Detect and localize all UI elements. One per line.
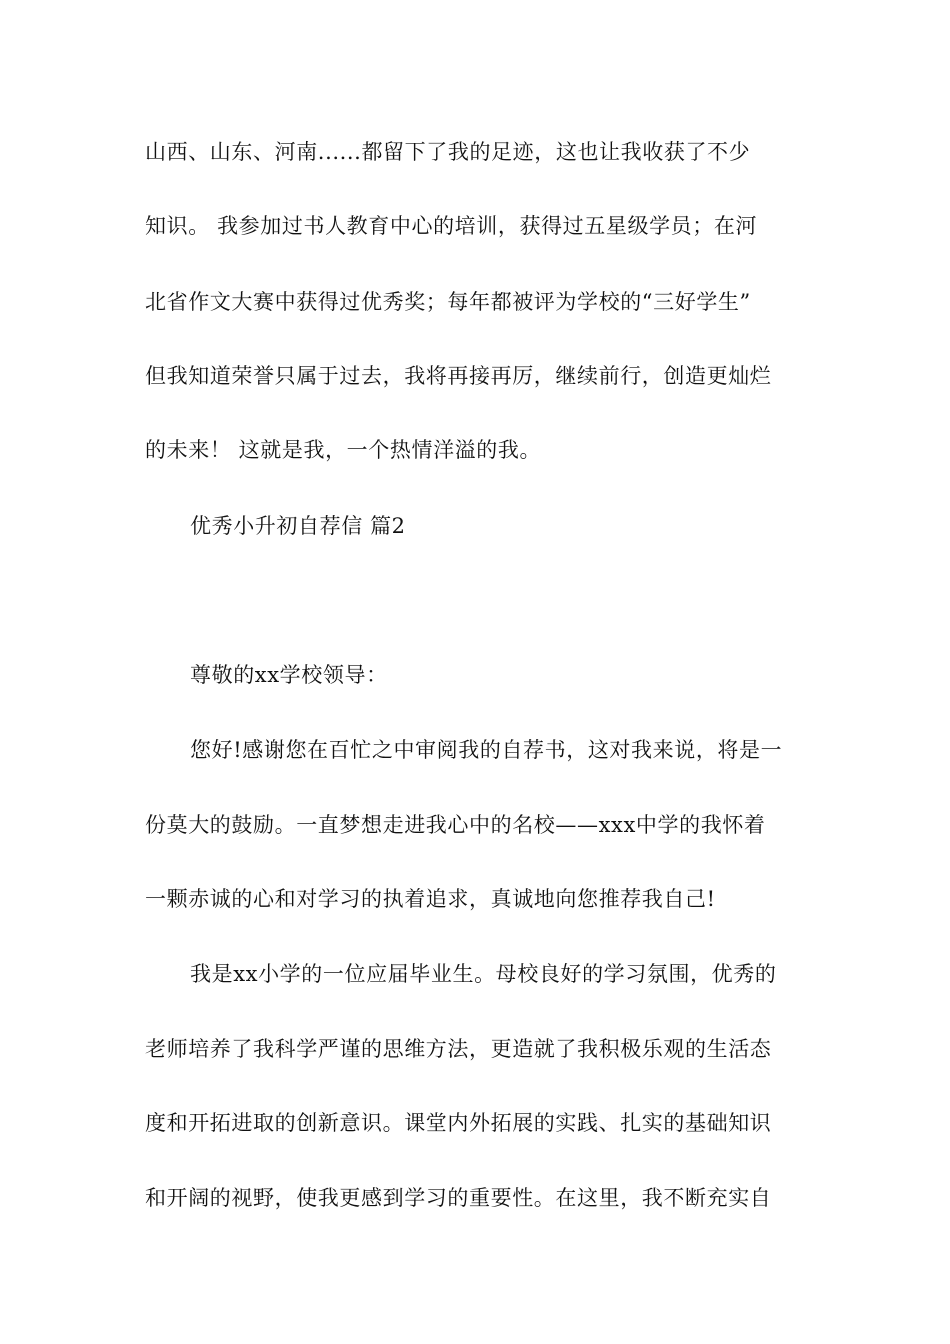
text-line-4: 但我知道荣誉只属于过去，我将再接再厉，继续前行，创造更灿烂	[145, 364, 772, 388]
text-line-8: 您好!感谢您在百忙之中审阅我的自荐书，这对我来说，将是一	[190, 738, 783, 762]
text-line-11: 我是xx小学的一位应届毕业生。母校良好的学习氛围，优秀的	[190, 962, 777, 986]
text-line-12: 老师培养了我科学严谨的思维方法，更造就了我积极乐观的生活态	[145, 1037, 772, 1061]
text-line-13: 度和开拓进取的创新意识。课堂内外拓展的实践、扎实的基础知识	[145, 1111, 772, 1135]
text-line-10: 一颗赤诚的心和对学习的执着追求，真诚地向您推荐我自己!	[145, 887, 716, 911]
text-line-2: 知识。 我参加过书人教育中心的培训，获得过五星级学员；在河	[145, 214, 758, 238]
text-line-3: 北省作文大赛中获得过优秀奖；每年都被评为学校的“三好学生”	[145, 290, 751, 314]
section-heading: 优秀小升初自荐信 篇2	[190, 514, 406, 538]
salutation: 尊敬的xx学校领导：	[190, 663, 388, 687]
text-line-1: 山西、山东、河南......都留下了我的足迹，这也让我收获了不少	[145, 140, 751, 164]
text-line-5: 的未来！ 这就是我，一个热情洋溢的我。	[145, 438, 542, 462]
text-line-14: 和开阔的视野，使我更感到学习的重要性。在这里，我不断充实自	[145, 1186, 772, 1210]
text-line-9: 份莫大的鼓励。一直梦想走进我心中的名校——xxx中学的我怀着	[145, 813, 766, 837]
